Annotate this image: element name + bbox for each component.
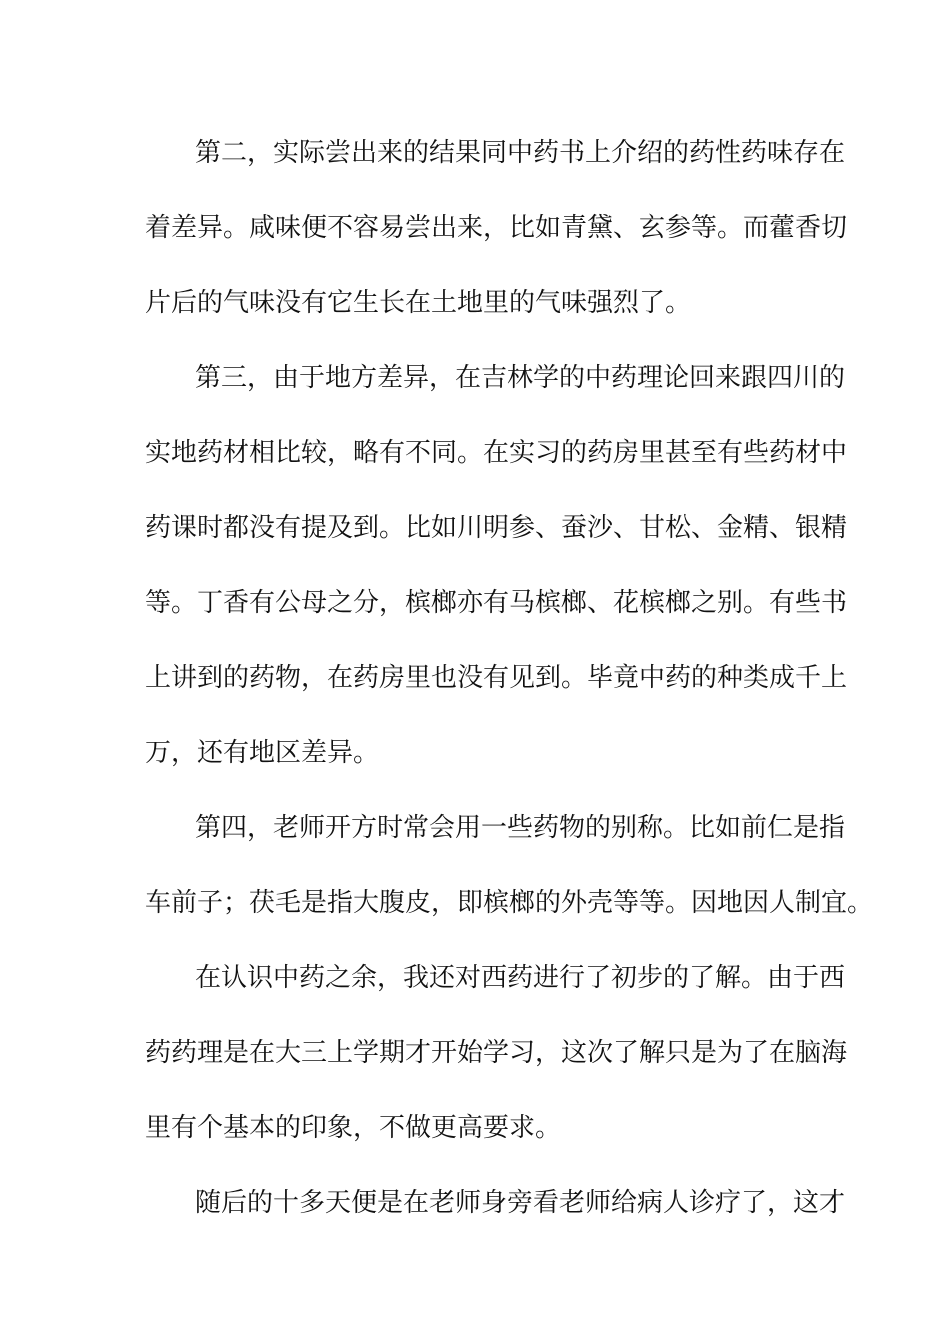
- text-line: 片后的气味没有它生长在土地里的气味强烈了。: [145, 288, 692, 318]
- text-line: 等。丁香有公母之分，槟榔亦有马槟榔、花槟榔之别。有些书: [145, 588, 848, 618]
- text-line: 车前子；茯毛是指大腹皮，即槟榔的外壳等等。因地因人制宜。: [145, 888, 874, 918]
- text-line: 着差异。咸味便不容易尝出来，比如青黛、玄参等。而藿香切: [145, 213, 848, 243]
- text-line: 药课时都没有提及到。比如川明参、蚕沙、甘松、金精、银精: [145, 513, 848, 543]
- text-line: 第二，实际尝出来的结果同中药书上介绍的药性药味存在: [195, 138, 846, 168]
- text-line: 药药理是在大三上学期才开始学习，这次了解只是为了在脑海: [145, 1038, 848, 1068]
- text-line: 实地药材相比较，略有不同。在实习的药房里甚至有些药材中: [145, 438, 848, 468]
- text-line: 万，还有地区差异。: [145, 738, 380, 768]
- text-line: 在认识中药之余，我还对西药进行了初步的了解。由于西: [195, 963, 846, 993]
- document-page: [145, 133, 874, 1258]
- text-line: 里有个基本的印象，不做更高要求。: [145, 1113, 562, 1143]
- text-line: 第四，老师开方时常会用一些药物的别称。比如前仁是指: [195, 813, 846, 843]
- text-line: 随后的十多天便是在老师身旁看老师给病人诊疗了，这才: [195, 1188, 846, 1218]
- text-line: 第三，由于地方差异，在吉林学的中药理论回来跟四川的: [195, 363, 846, 393]
- text-line: 上讲到的药物，在药房里也没有见到。毕竟中药的种类成千上: [145, 663, 848, 693]
